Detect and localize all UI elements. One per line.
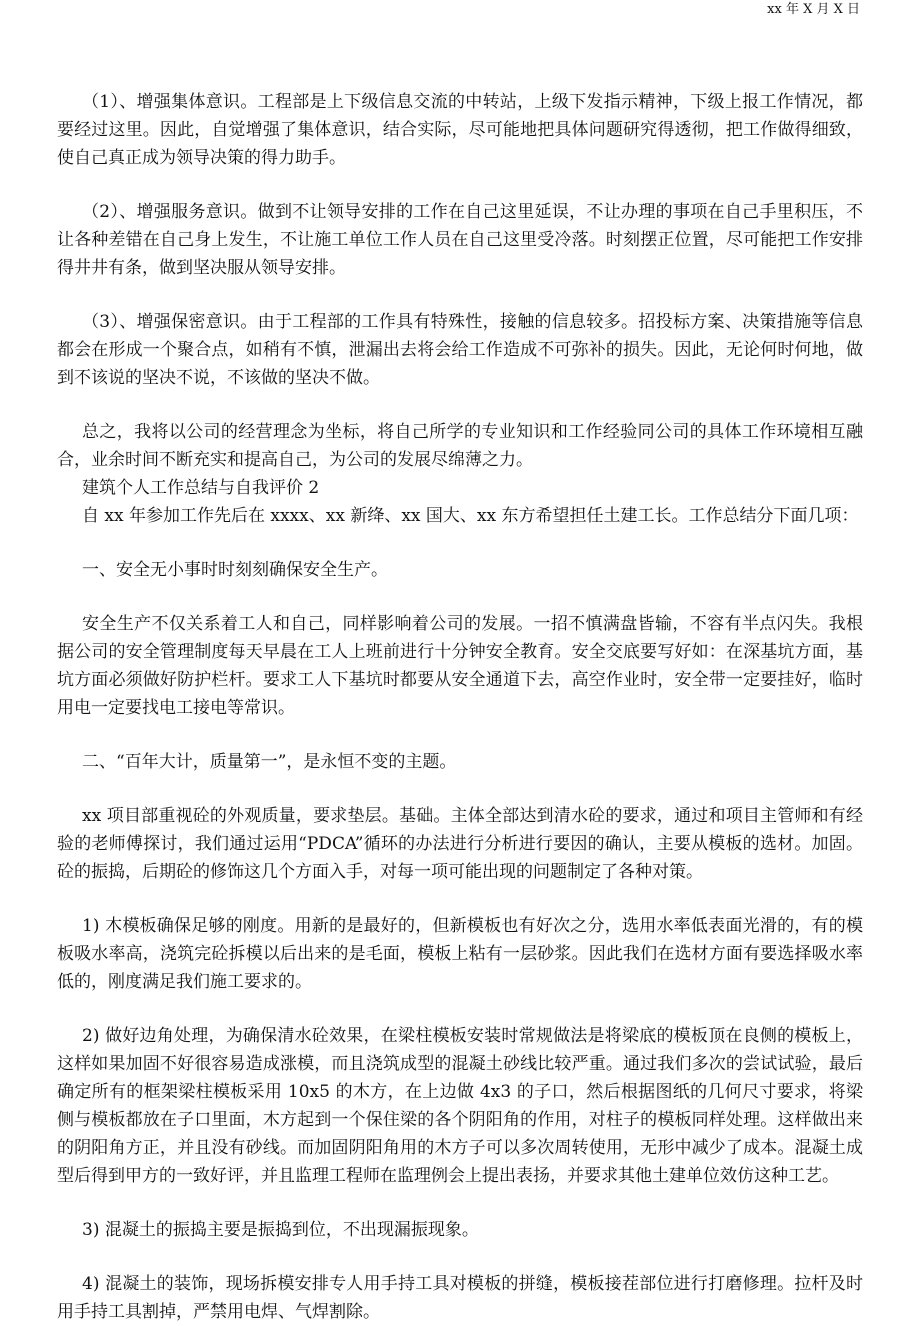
- list-item-decoration: 4) 混凝土的装饰，现场拆模安排专人用手持工具对模板的拼缝，模板接茬部位进行打磨修理。拉杆及时用手持工具割掉，严禁用电焊、气焊割除。: [57, 1274, 863, 1322]
- list-item-formwork-stiffness: 1) 木模板确保足够的刚度。用新的是最好的，但新模板也有好次之分，选用水率低表面光滑的，有的模板吸水率高，浇筑完砼拆模以后出来的是毛面，模板上粘有一层砂浆。因此我们在选材方面有要选择吸水率低的，刚度满足我们施工要求的。: [57, 916, 863, 992]
- paragraph-confidentiality-awareness: （3）、增强保密意识。由于工程部的工作具有特殊性，接触的信息较多。招投标方案、决策措施等信息都会在形成一个聚合点，如稍有不慎，泄漏出去将会给工作造成不可弥补的损失。因此，无论何时何地，做到不该说的坚决不说，不该做的坚决不做。: [57, 312, 863, 388]
- paragraph-collective-awareness: （1）、增强集体意识。工程部是上下级信息交流的中转站，上级下发指示精神，下级上报工作情况，都要经过这里。因此，自觉增强了集体意识，结合实际，尽可能地把具体问题研究得透彻，把工作做得细致，使自己真正成为领导决策的得力助手。: [57, 92, 863, 168]
- list-item-corner-treatment: 2) 做好边角处理，为确保清水砼效果，在梁柱模板安装时常规做法是将梁底的模板顶在良侧的模板上，这样如果加固不好很容易造成涨模，而且浇筑成型的混凝土砂线比较严重。通过我们多次的尝试试验，最后确定所有的框架梁柱模板采用 10x5 的木方，在上边做 4x3 的子口，然后根据图纸的几何尺寸要求，将梁侧与模板都放在子口里面，木方起到一个保住梁的各个阴阳角的作用，对柱子的模板同样处理。这样做出来的阴阳角方正，并且没有砂线。而加固阴阳角用的木方子可以多次周转使用，无形中减少了成本。混凝土成型后得到甲方的一致好评，并且监理工程师在监理例会上提出表扬，并要求其他土建单位效仿这种工艺。: [57, 1026, 863, 1186]
- paragraph-conclusion: 总之，我将以公司的经营理念为坐标，将自己所学的专业知识和工作经验同公司的具体工作环境相互融合，业余时间不断充实和提高自己，为公司的发展尽绵薄之力。: [57, 422, 863, 470]
- document-body: [57, 88, 863, 1326]
- paragraph-quality: xx 项目部重视砼的外观质量，要求垫层。基础。主体全部达到清水砼的要求，通过和项目主管师和有经验的老师傅探讨，我们通过运用“PDCA”循环的办法进行分析进行要因的确认，主要从模板的选材。加固。砼的振捣，后期砼的修饰这几个方面入手，对每一项可能出现的问题制定了各种对策。: [57, 806, 863, 882]
- list-item-vibration: 3) 混凝土的振捣主要是振捣到位，不出现漏振现象。: [82, 1220, 479, 1240]
- section-title: 建筑个人工作总结与自我评价 2: [82, 478, 320, 498]
- paragraph-service-awareness: （2）、增强服务意识。做到不让领导安排的工作在自己这里延误，不让办理的事项在自己手里积压，不让各种差错在自己身上发生，不让施工单位工作人员在自己这里受冷落。时刻摆正位置，尽可能把工作安排得井井有条，做到坚决服从领导安排。: [57, 202, 863, 278]
- paragraph-intro: 自 xx 年参加工作先后在 xxxx、xx 新绛、xx 国大、xx 东方希望担任土建工长。工作总结分下面几项：: [82, 506, 859, 526]
- heading-quality: 二、“百年大计，质量第一”，是永恒不变的主题。: [82, 752, 457, 772]
- paragraph-safety: 安全生产不仅关系着工人和自己，同样影响着公司的发展。一招不慎满盘皆输，不容有半点闪失。我根据公司的安全管理制度每天早晨在工人上班前进行十分钟安全教育。安全交底要写好如：在深基坑方面，基坑方面必须做好防护栏杆。要求工人下基坑时都要从安全通道下去，高空作业时，安全带一定要挂好，临时用电一定要找电工接电等常识。: [57, 614, 863, 718]
- heading-safety: 一、安全无小事时时刻刻确保安全生产。: [82, 560, 388, 580]
- document-date: xx 年 X 月 X 日: [767, 2, 860, 17]
